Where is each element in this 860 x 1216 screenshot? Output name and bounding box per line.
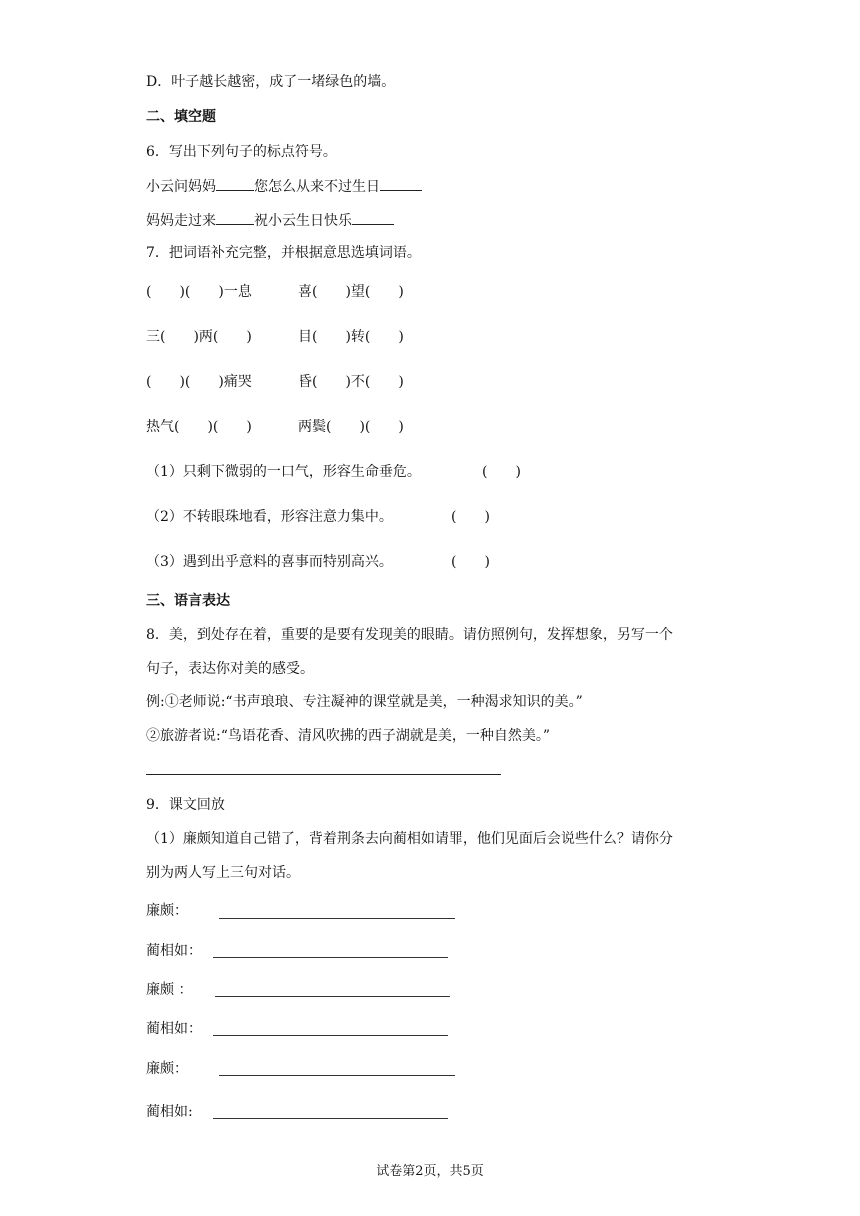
question-7-prompt: 7．把词语补充完整，并根据意思选填词语。 xyxy=(146,245,421,261)
option-d: D．叶子越长越密，成了一堵绿色的墙。 xyxy=(146,74,396,90)
dialogue-speaker-label: 蔺相如： xyxy=(146,943,202,959)
question-9-line-2: 别为两人写上三句对话。 xyxy=(146,865,300,881)
page-footer: 试卷第2页，共5页 xyxy=(376,1164,484,1179)
q6-line2-text-a: 妈妈走过来 xyxy=(146,213,216,229)
dialogue-speaker-label: 蔺相如: xyxy=(146,1104,193,1120)
q6-line1-text-a: 小云问妈妈 xyxy=(146,179,216,195)
question-9-line-1: （1）廉颇知道自己错了，背着荆条去向蔺相如请罪，他们见面后会说些什么？请你分 xyxy=(146,831,673,847)
q7-answer-paren[interactable]: ( ) xyxy=(482,464,521,480)
q7-meaning-text: （3）遇到出乎意料的喜事而特别高兴。 xyxy=(146,554,393,570)
q7-word-blank[interactable]: 目( )转( ) xyxy=(298,329,404,345)
q7-word-blank[interactable]: ( )( )痛哭 xyxy=(146,374,252,390)
q7-answer-paren[interactable]: ( ) xyxy=(451,554,490,570)
q6-blank-2[interactable] xyxy=(380,176,422,191)
q6-blank-1[interactable] xyxy=(216,176,254,191)
q7-word-blank[interactable]: 两鬓( )( ) xyxy=(298,419,404,435)
q7-word-blank[interactable]: 热气( )( ) xyxy=(146,419,252,435)
dialogue-speaker-label: 廉颇： xyxy=(146,903,188,919)
question-6-prompt: 6．写出下列句子的标点符号。 xyxy=(146,144,337,160)
dialogue-answer-line[interactable] xyxy=(213,1035,448,1036)
q6-blank-4[interactable] xyxy=(352,210,394,225)
q7-word-blank[interactable]: 三( )两( ) xyxy=(146,329,252,345)
section-heading-language-expression: 三、语言表达 xyxy=(146,593,230,609)
dialogue-answer-line[interactable] xyxy=(215,996,450,997)
question-8-example-1: 例:①老师说:“书声琅琅、专注凝神的课堂就是美，一种渴求知识的美。” xyxy=(146,694,583,710)
q7-word-blank[interactable]: 喜( )望( ) xyxy=(298,284,404,300)
question-8-line-1: 8．美，到处存在着，重要的是要有发现美的眼睛。请仿照例句，发挥想象，另写一个 xyxy=(146,627,673,643)
dialogue-answer-line[interactable] xyxy=(219,918,455,919)
dialogue-answer-line[interactable] xyxy=(219,1075,455,1076)
question-6-line-1 xyxy=(146,176,422,197)
q7-word-blank[interactable]: ( )( )一息 xyxy=(146,284,252,300)
q8-answer-line[interactable] xyxy=(146,774,501,775)
question-9-title: 9．课文回放 xyxy=(146,797,225,813)
dialogue-speaker-label: 廉颇： xyxy=(146,1061,188,1077)
dialogue-answer-line[interactable] xyxy=(213,1118,448,1119)
dialogue-answer-line[interactable] xyxy=(213,957,448,958)
section-heading-fill-blanks: 二、填空题 xyxy=(146,109,216,125)
question-6-line-2 xyxy=(146,210,394,231)
q7-answer-paren[interactable]: ( ) xyxy=(451,509,490,525)
q7-word-blank[interactable]: 昏( )不( ) xyxy=(298,374,404,390)
q6-line2-text-b: 祝小云生日快乐 xyxy=(254,213,352,229)
q7-meaning-text: （1）只剩下微弱的一口气，形容生命垂危。 xyxy=(146,464,421,480)
dialogue-speaker-label: 廉颇 ： xyxy=(146,982,193,998)
q6-line1-text-b: 您怎么从来不过生日 xyxy=(254,179,380,195)
question-8-line-2: 句子，表达你对美的感受。 xyxy=(146,661,314,677)
dialogue-speaker-label: 蔺相如： xyxy=(146,1021,202,1037)
q7-meaning-text: （2）不转眼珠地看，形容注意力集中。 xyxy=(146,509,393,525)
q6-blank-3[interactable] xyxy=(216,210,254,225)
question-8-example-2: ②旅游者说:“鸟语花香、清风吹拂的西子湖就是美，一种自然美。” xyxy=(146,728,551,744)
